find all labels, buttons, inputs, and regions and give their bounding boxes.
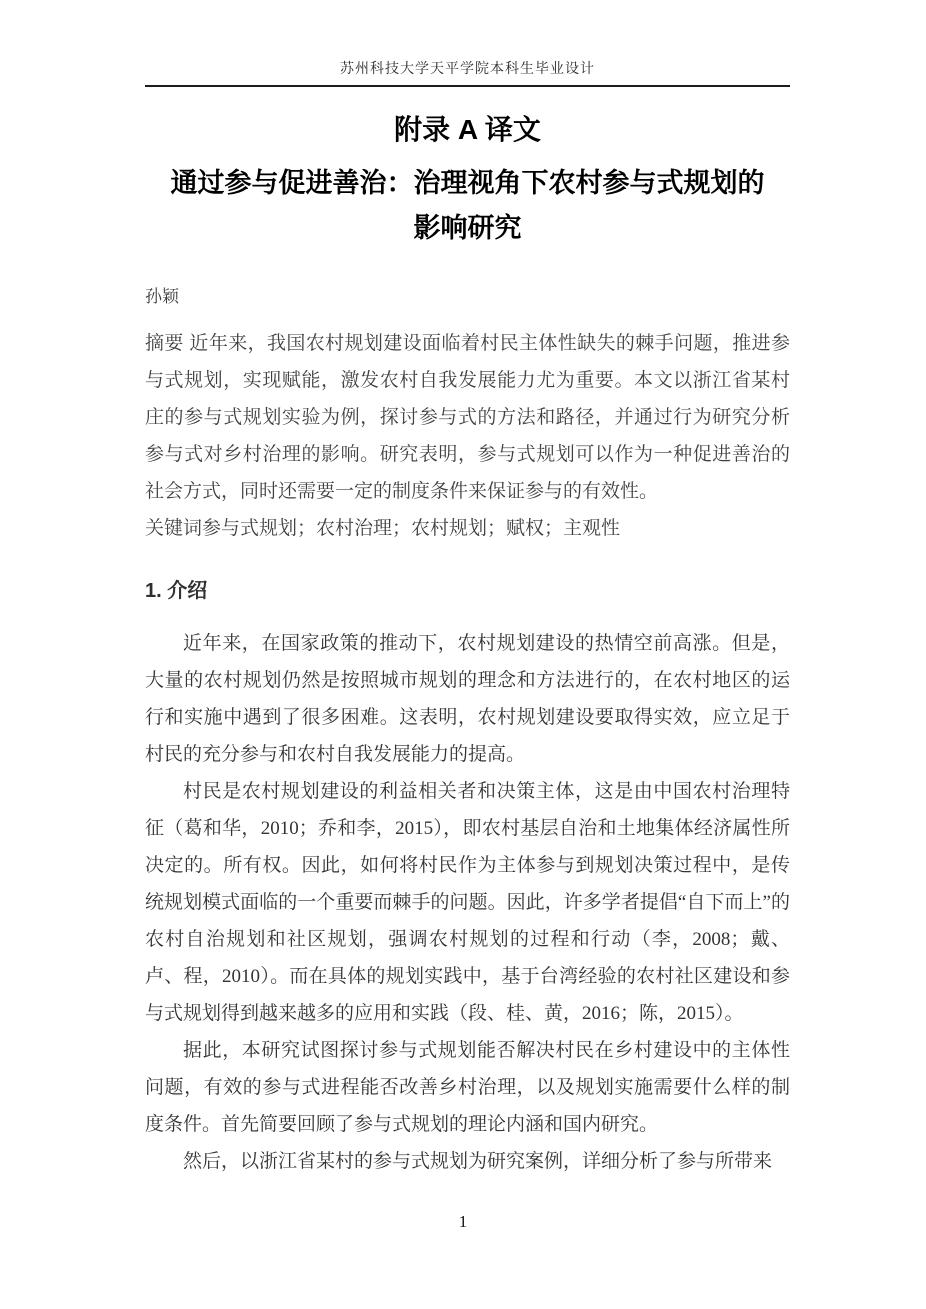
body-paragraph-4: 然后，以浙江省某村的参与式规划为研究案例，详细分析了参与所带来 [183, 1151, 773, 1172]
page-number: 1 [458, 1212, 468, 1231]
abstract-paragraph: 摘要 近年来，我国农村规划建设面临着村民主体性缺失的棘手问题，推进参与式规划，实现赋能，激发农村自我发展能力尤为重要。本文以浙江省某村庄的参与式规划实验为例，探讨参与式的方法和路径，并通过行为研究分析参与式对乡村治理的影响。研究表明，参与式规划可以作为一种促进善治的社会方式，同时还需要一定的制度条件来保证参与的有效性。 [145, 333, 790, 502]
page-header [145, 0, 790, 87]
section-heading-introduction: 1. 介绍 [145, 580, 208, 602]
appendix-title: 附录 A 译文 [394, 114, 541, 145]
paper-title-line-1: 通过参与促进善治：治理视角下农村参与式规划的 [170, 168, 765, 198]
running-head-text: 苏州科技大学天平学院本科生毕业设计 [340, 62, 595, 77]
body-paragraph-1: 近年来，在国家政策的推动下，农村规划建设的热情空前高涨。但是，大量的农村规划仍然是按照城市规划的理念和方法进行的，在农村地区的运行和实施中遇到了很多困难。这表明，农村规划建设要取得实效，应立足于村民的充分参与和农村自我发展能力的提高。 [145, 633, 790, 765]
author-name: 孙颖 [145, 287, 179, 306]
body-paragraph-3: 据此，本研究试图探讨参与式规划能否解决村民在乡村建设中的主体性问题，有效的参与式进程能否改善乡村治理，以及规划实施需要什么样的制度条件。首先简要回顾了参与式规划的理论内涵和国内研究。 [145, 1040, 790, 1135]
keywords-line: 关键词参与式规划；农村治理；农村规划；赋权；主观性 [145, 518, 621, 539]
paper-title [145, 161, 790, 251]
paper-title-line-2: 影响研究 [413, 213, 522, 243]
body-paragraph-2: 村民是农村规划建设的利益相关者和决策主体，这是由中国农村治理特征（葛和华，2010；乔和李，2015），即农村基层自治和土地集体经济属性所决定的。所有权。因此，如何将村民作为主体参与到规划决策过程中，是传统规划模式面临的一个重要而棘手的问题。因此，许多学者提倡“自下而上”的农村自治规划和社区规划，强调农村规划的过程和行动（李，2008；戴、卢、程，2010）。而在具体的规划实践中，基于台湾经验的农村社区建设和参与式规划得到越来越多的应用和实践（段、桂、黄，2016；陈，2015）。 [145, 781, 790, 1024]
